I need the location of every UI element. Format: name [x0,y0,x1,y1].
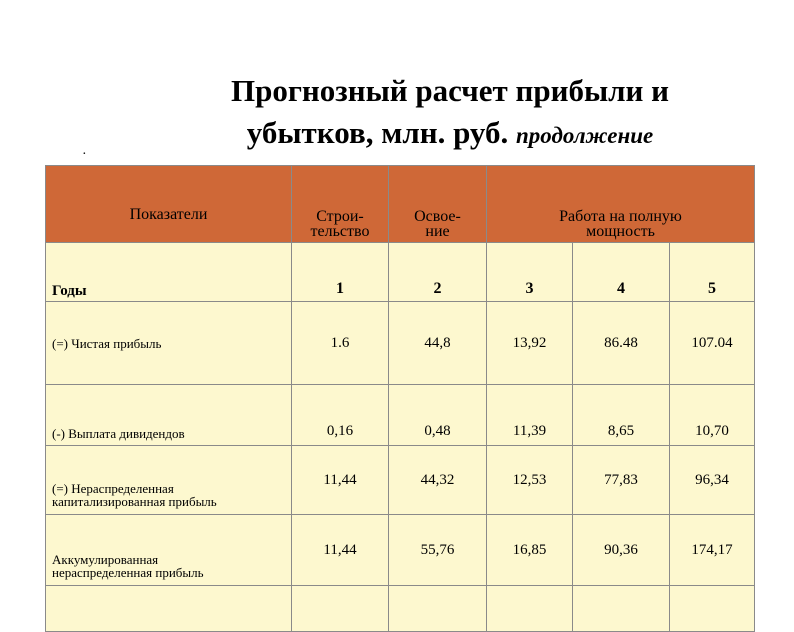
year-cell: 4 [573,243,670,302]
year-cell: 1 [292,243,389,302]
title-line-2 [150,112,750,157]
value-cell: 8,65 [573,385,670,446]
table-row [46,302,755,385]
value-cell: 107.04 [670,302,755,385]
value-cell: 86.48 [573,302,670,385]
value-cell: 12,53 [487,446,573,515]
header-construction: Строи- тельство [292,166,389,243]
value-cell: 174,17 [670,515,755,586]
empty-cell [292,586,389,632]
empty-cell [670,586,755,632]
header-development: Освое- ние [389,166,487,243]
value-cell: 44,32 [389,446,487,515]
value-cell: 90,36 [573,515,670,586]
bullet-mark: · [82,147,87,162]
title-subtitle: продолжение [516,123,654,148]
empty-cell [487,586,573,632]
row-label: (=) Нераспределенная капитализированная прибыль [46,446,292,515]
empty-row [46,586,755,632]
value-cell: 1.6 [292,302,389,385]
profit-table [45,165,755,632]
empty-cell [46,586,292,632]
row-label: (-) Выплата дивидендов [46,385,292,446]
header-indicators: Показатели [46,166,292,243]
row-label: Аккумулированная нераспределенная прибыль [46,515,292,586]
value-cell: 11,39 [487,385,573,446]
value-cell: 96,34 [670,446,755,515]
table-row [46,385,755,446]
value-cell: 16,85 [487,515,573,586]
year-cell: 5 [670,243,755,302]
empty-cell [573,586,670,632]
value-cell: 11,44 [292,446,389,515]
empty-cell [389,586,487,632]
value-cell: 10,70 [670,385,755,446]
years-row [46,243,755,302]
row-label: (=) Чистая прибыль [46,302,292,385]
header-full-capacity: Работа на полную мощность [487,166,755,243]
title-line-2-text: убытков, млн. руб. [246,115,509,150]
value-cell: 77,83 [573,446,670,515]
year-cell: 3 [487,243,573,302]
header-row [46,166,755,243]
years-label: Годы [46,243,292,302]
value-cell: 13,92 [487,302,573,385]
page-title [150,70,750,157]
year-cell: 2 [389,243,487,302]
table-row [46,515,755,586]
value-cell: 11,44 [292,515,389,586]
table-row [46,446,755,515]
value-cell: 0,16 [292,385,389,446]
value-cell: 44,8 [389,302,487,385]
value-cell: 55,76 [389,515,487,586]
value-cell: 0,48 [389,385,487,446]
title-line-1: Прогнозный расчет прибыли и [230,73,670,108]
